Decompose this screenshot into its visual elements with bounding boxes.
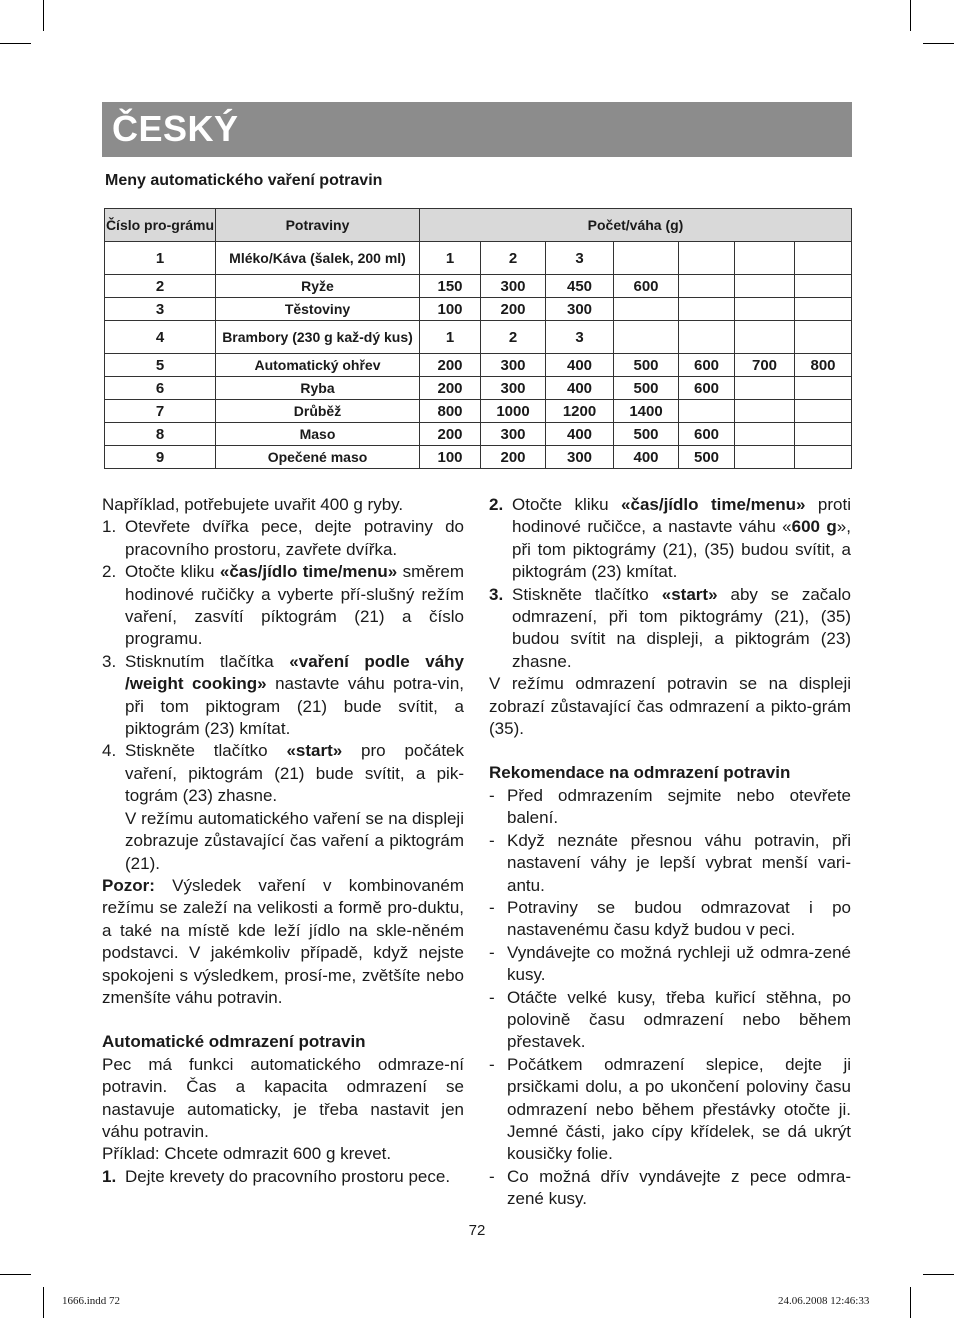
weight-value (735, 423, 795, 446)
program-number: 1 (105, 242, 216, 275)
weight-value (679, 298, 735, 321)
cooking-steps (102, 516, 464, 807)
crop-mark (43, 1287, 44, 1318)
table-body (105, 242, 852, 469)
weight-value: 600 (614, 275, 679, 298)
step-text: Stisknutím tlačítka (125, 651, 290, 671)
defrost-example: Příklad: Chcete odmrazit 600 g krevet. (102, 1144, 392, 1164)
weight-value: 200 (420, 377, 481, 400)
recommendation-item (489, 830, 851, 897)
weight-value: 1 (420, 321, 481, 354)
weight-value (679, 275, 735, 298)
warning-paragraph (102, 875, 464, 1009)
food-name: Maso (216, 423, 420, 446)
weight-value: 700 (735, 354, 795, 377)
weight-value (614, 321, 679, 354)
list-marker: - (489, 785, 495, 805)
food-name: Těstoviny (216, 298, 420, 321)
weight-value: 1400 (614, 400, 679, 423)
weight-value: 800 (795, 354, 852, 377)
program-number: 8 (105, 423, 216, 446)
food-name: Automatický ohřev (216, 354, 420, 377)
weight-value (735, 321, 795, 354)
list-marker: - (489, 897, 495, 917)
recommendation-title: Rekomendace na odmrazení potravin (489, 763, 791, 783)
language-header-bar (102, 102, 852, 157)
weight-value: 600 (679, 354, 735, 377)
weight-value (679, 400, 735, 423)
mode-text: V režímu odmrazení potravin se na displeji zobrazí zůstavající čas odmrazení a pikto-grám (35). (489, 674, 851, 739)
recommendation-item (489, 897, 851, 942)
program-number: 4 (105, 321, 216, 354)
step-bold: «čas/jídlo time/menu» (219, 562, 398, 582)
cooking-step-1 (102, 516, 464, 561)
step-bold: 600 g (791, 517, 837, 537)
recommendation-text: Potraviny se budou odmrazovat i po nastavenému času když budou v peci. (507, 897, 851, 940)
weight-value: 1200 (546, 400, 614, 423)
recommendation-list (489, 785, 851, 1211)
crop-mark (923, 43, 954, 44)
warning-label: Pozor: (102, 875, 155, 895)
weight-value: 400 (546, 354, 614, 377)
table-row (105, 321, 852, 354)
list-marker: - (489, 1054, 495, 1074)
weight-value: 600 (679, 377, 735, 400)
page-number: 72 (468, 1222, 486, 1239)
weight-value: 150 (420, 275, 481, 298)
weight-value: 500 (614, 423, 679, 446)
weight-value (795, 242, 852, 275)
table-header-row (105, 209, 852, 242)
table-row (105, 298, 852, 321)
step-text: nastavte váhu potra-vin, při tom piktogram (21) bude svítit, a piktográm (23) kmítat. (125, 674, 464, 739)
weight-value: 500 (679, 446, 735, 469)
recommendation-text: Otáčte velké kusy, třeba kuřicí stěhna, po polovině času odmrazení nebo během přestavek. (507, 987, 851, 1052)
weight-value (795, 321, 852, 354)
language-title: ČESKÝ (112, 108, 239, 149)
table-section-title: Meny automatického vaření potravin (105, 172, 383, 189)
crop-mark (0, 43, 31, 44)
food-name: Ryže (216, 275, 420, 298)
weight-value: 2 (481, 321, 546, 354)
weight-value: 300 (481, 377, 546, 400)
program-number: 9 (105, 446, 216, 469)
program-number: 6 (105, 377, 216, 400)
header-food: Potraviny (216, 209, 420, 242)
crop-mark (910, 0, 911, 31)
table-row (105, 354, 852, 377)
step-text: Stiskněte tlačítko (512, 584, 662, 604)
footer-file-info: 1666.indd 72 (62, 1295, 121, 1307)
weight-value (735, 242, 795, 275)
step-text: Otočte kliku (125, 562, 220, 582)
weight-value: 500 (614, 377, 679, 400)
weight-value: 300 (546, 298, 614, 321)
step-marker: 4. (102, 741, 117, 761)
table-row (105, 275, 852, 298)
weight-value (614, 242, 679, 275)
cooking-step-4 (102, 740, 464, 807)
step-bold: «vaření podle váhy /weight cooking» (125, 651, 464, 694)
list-marker: - (489, 987, 495, 1007)
recommendation-text: Počátkem odmrazení slepice, dejte ji prsičkami dolu, a po ukončení poloviny času odmrazení nebo během přestávky otočte ji. Jemné části, jako cípy křídelek, se dá ukrýt kousičky folie. (507, 1054, 851, 1164)
weight-value: 600 (679, 423, 735, 446)
table-row (105, 446, 852, 469)
food-name: Mléko/Káva (šalek, 200 ml) (216, 242, 420, 275)
weight-value: 3 (546, 321, 614, 354)
weight-value: 100 (420, 446, 481, 469)
weight-value (735, 275, 795, 298)
weight-value: 400 (614, 446, 679, 469)
defrost-step-2 (489, 494, 851, 584)
weight-value: 300 (481, 275, 546, 298)
step-bold: «start» (661, 584, 718, 604)
step-marker: 3. (102, 651, 117, 671)
crop-mark (923, 1274, 954, 1275)
weight-value (795, 275, 852, 298)
step-text: Stiskněte tlačítko (125, 741, 287, 761)
defrost-title: Automatické odmrazení potravin (102, 1032, 366, 1052)
step-marker: 1. (102, 1166, 117, 1186)
step-text: Otočte kliku (512, 495, 622, 514)
program-number: 2 (105, 275, 216, 298)
food-name: Brambory (230 g kaž-dý kus) (216, 321, 420, 354)
crop-mark (910, 1287, 911, 1318)
recommendation-item (489, 1054, 851, 1166)
program-number: 7 (105, 400, 216, 423)
step-text: aby se začalo odmrazení, při tom piktográmy (21), (35) budou svítit na displeji, a piktográm (23) zhasne. (512, 584, 851, 671)
weight-value: 1000 (481, 400, 546, 423)
recommendation-text: Co možná dřív vyndávejte z pece odmra-zené kusy. (507, 1166, 851, 1209)
recommendation-item (489, 785, 851, 830)
weight-value: 800 (420, 400, 481, 423)
defrost-text: Pec má funkci automatického odmraze-ní potravin. Čas a kapacita odmrazení se nastavuje automaticky, je třeba nastavit jen váhu potravin. (102, 1054, 464, 1141)
weight-value: 300 (546, 446, 614, 469)
food-name: Ryba (216, 377, 420, 400)
weight-value: 1 (420, 242, 481, 275)
weight-value (735, 377, 795, 400)
table-row (105, 377, 852, 400)
weight-value (735, 400, 795, 423)
recommendation-text: Když neznáte přesnou váhu potravin, při nastavení váhy je lepší vybrat menší vari-antu. (507, 830, 851, 895)
weight-value (795, 377, 852, 400)
weight-value: 200 (481, 446, 546, 469)
weight-value: 300 (481, 354, 546, 377)
weight-value: 200 (420, 423, 481, 446)
weight-value (735, 298, 795, 321)
crop-mark (0, 1274, 31, 1275)
recommendation-text: Vyndávejte co možná rychleji už odmra-zené kusy. (507, 942, 851, 985)
footer-date: 24.06.2008 12:46:33 (778, 1295, 870, 1307)
step-bold: «start» (286, 741, 343, 761)
table-row (105, 400, 852, 423)
weight-value: 200 (420, 354, 481, 377)
weight-value: 400 (546, 423, 614, 446)
weight-value (795, 423, 852, 446)
step-marker: 3. (489, 584, 504, 604)
step-text: proti hodinové ručičce, a nastavte váhu « (512, 495, 851, 537)
weight-value: 300 (481, 423, 546, 446)
header-weight: Počet/váha (g) (420, 209, 852, 242)
food-name: Opečené maso (216, 446, 420, 469)
defrost-step-1 (102, 1166, 464, 1188)
list-marker: - (489, 830, 495, 850)
weight-value: 3 (546, 242, 614, 275)
weight-value: 500 (614, 354, 679, 377)
cooking-step-3 (102, 651, 464, 741)
step-text: », při tom piktográmy (21), (35) budou svítit, a piktográm (23) kmítat. (512, 517, 851, 582)
list-marker: - (489, 1166, 495, 1186)
recommendation-item (489, 987, 851, 1054)
weight-value: 2 (481, 242, 546, 275)
weight-value (795, 400, 852, 423)
program-number: 5 (105, 354, 216, 377)
warning-text: Výsledek vaření v kombinovaném režímu se zaleží na velikosti a formě pro-duktu, a také na místě kde leží jídlo na skle-něném podstavci. V jakémkoliv případě, když nejste spokojeni s výsledkem, prosí-me, zvětšíte nebo zmenšíte váhu potravin. (102, 875, 464, 1007)
weight-value (679, 321, 735, 354)
intro-text: Například, potřebujete uvařit 400 g ryby. (102, 495, 404, 514)
right-column (489, 494, 851, 1211)
program-number: 3 (105, 298, 216, 321)
step-text: pro počátek vaření, piktográm (21) bude svítit, a pik-tográm (23) zhasne. (125, 741, 464, 806)
weight-value (614, 298, 679, 321)
weight-value (679, 242, 735, 275)
table-row (105, 242, 852, 275)
weight-value: 400 (546, 377, 614, 400)
recommendation-item (489, 942, 851, 987)
recommendation-item (489, 1166, 851, 1211)
step4-note: V režímu automatického vaření se na displeji zobrazuje zůstavající čas vaření a piktográm (21). (125, 808, 464, 873)
header-program: Číslo pro-grámu (105, 209, 216, 242)
step-marker: 2. (489, 495, 504, 514)
step-text: Otevřete dvířka pece, dejte potraviny do pracovního prostoru, zavřete dvířka. (125, 517, 464, 559)
cooking-step-2 (102, 561, 464, 651)
step-marker: 1. (102, 517, 117, 537)
list-marker: - (489, 942, 495, 962)
weight-value (795, 446, 852, 469)
step-text: Dejte krevety do pracovního prostoru pece. (125, 1166, 451, 1186)
step-text: směrem hodinové ručičky a vyberte pří-slušný režím vaření, zasvítí píktográm (21) a číslo programu. (125, 562, 464, 649)
weight-value: 450 (546, 275, 614, 298)
step-bold: «čas/jídlo time/menu» (621, 495, 806, 514)
program-table (104, 208, 852, 469)
weight-value: 200 (481, 298, 546, 321)
left-column (102, 494, 464, 1188)
food-name: Drůběž (216, 400, 420, 423)
recommendation-text: Před odmrazením sejmite nebo otevřete balení. (507, 785, 851, 828)
crop-mark (43, 0, 44, 31)
weight-value: 100 (420, 298, 481, 321)
defrost-step-3 (489, 584, 851, 674)
table-row (105, 423, 852, 446)
weight-value (735, 446, 795, 469)
step-marker: 2. (102, 562, 117, 582)
weight-value (795, 298, 852, 321)
